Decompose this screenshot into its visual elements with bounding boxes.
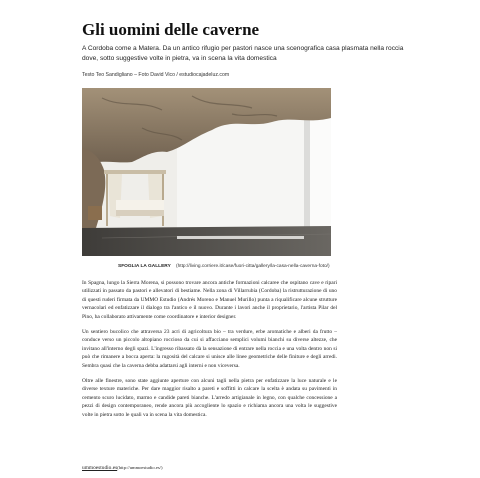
studio-link-text[interactable]: ummoestudio.es	[82, 465, 118, 471]
cave-house-photo-illustration	[82, 88, 331, 256]
gallery-url[interactable]: (http://living.corriere.it/case/fuori-citta/gallery/la-casa-nella-caverna-foto/)	[176, 264, 330, 269]
article-paragraph: Oltre alle finestre, sono state aggiunte aperture con alcuni tagli nella pietra per enfatizzare la luce naturale e le diverse texture materiche. Per dare maggior risalto a pareti e soffitti in calcare la scelta è andata su pavimenti in cemento scuro lucidato, marmo e candide pareti bianche. L'arredo artigianale in legno, con qualche concessione a pezzi di design contemporaneo, rende ancora più accogliente lo spazio e richiama ancora una volta le suggestive volte in pietra sotto le quali va in scena la vita domestica.	[82, 378, 337, 418]
article-subtitle: A Cordoba come a Matera. Da un antico rifugio per pastori nasce una scenografica casa plasmata nella roccia dove, sotto suggestive volte in pietra, va in scena la vita domestica	[82, 45, 404, 62]
cave-house-photo[interactable]	[82, 88, 331, 256]
article-credits: Testo Teo Sandigliano – Foto David Vico / estudiocajadeluz.com	[82, 72, 230, 78]
article-paragraph: In Spagna, lungo la Sierra Morena, si possono trovare ancora antiche formazioni calcaree che ospitano cave e ripari utilizzati in passato da pastori e allevatori di bestiame. Nella zona di Villarrubia (Cordoba) la ristrutturazione di uno di questi ruderi firmata da UMMO Estudio (Andrés Moreno e Manuel Murillo) punta a riqualificare alcune strutture vernacolari ed enfatizzare il dialogo tra l'antico e il nuovo. Durante i lavori anche il proprietario, l'artista Pilar del Pino, ha collaborato attivamente come coordinatore e interior designer.	[82, 280, 337, 320]
article-body	[82, 279, 337, 426]
article-title: Gli uomini delle caverne	[82, 20, 260, 39]
gallery-link[interactable]: SFOGLIA LA GALLERY	[118, 264, 171, 269]
studio-link[interactable]	[82, 464, 337, 472]
article-paragraph: Un sentiero bucolico che attraversa 23 acri di agricoltura bio – tra verdure, erbe aromatiche e alberi da frutto – conduce verso un piccolo altopiano roccioso da cui si affacciano semplici volumi bianchi su diverse altezze, che invitano all'interno degli spazi. L'ingresso ribassato dà la sensazione di entrare nella roccia e una volta dentro non si può che rimanere a bocca aperta: la rugosità del calcare si unisce alle linee geometriche delle finiture e degli arredi. Sembra quasi che la caverna debba adattarsi agli interni e non viceversa.	[82, 329, 337, 369]
studio-link-url[interactable]: (http://ummoestudio.es/)	[117, 465, 163, 470]
